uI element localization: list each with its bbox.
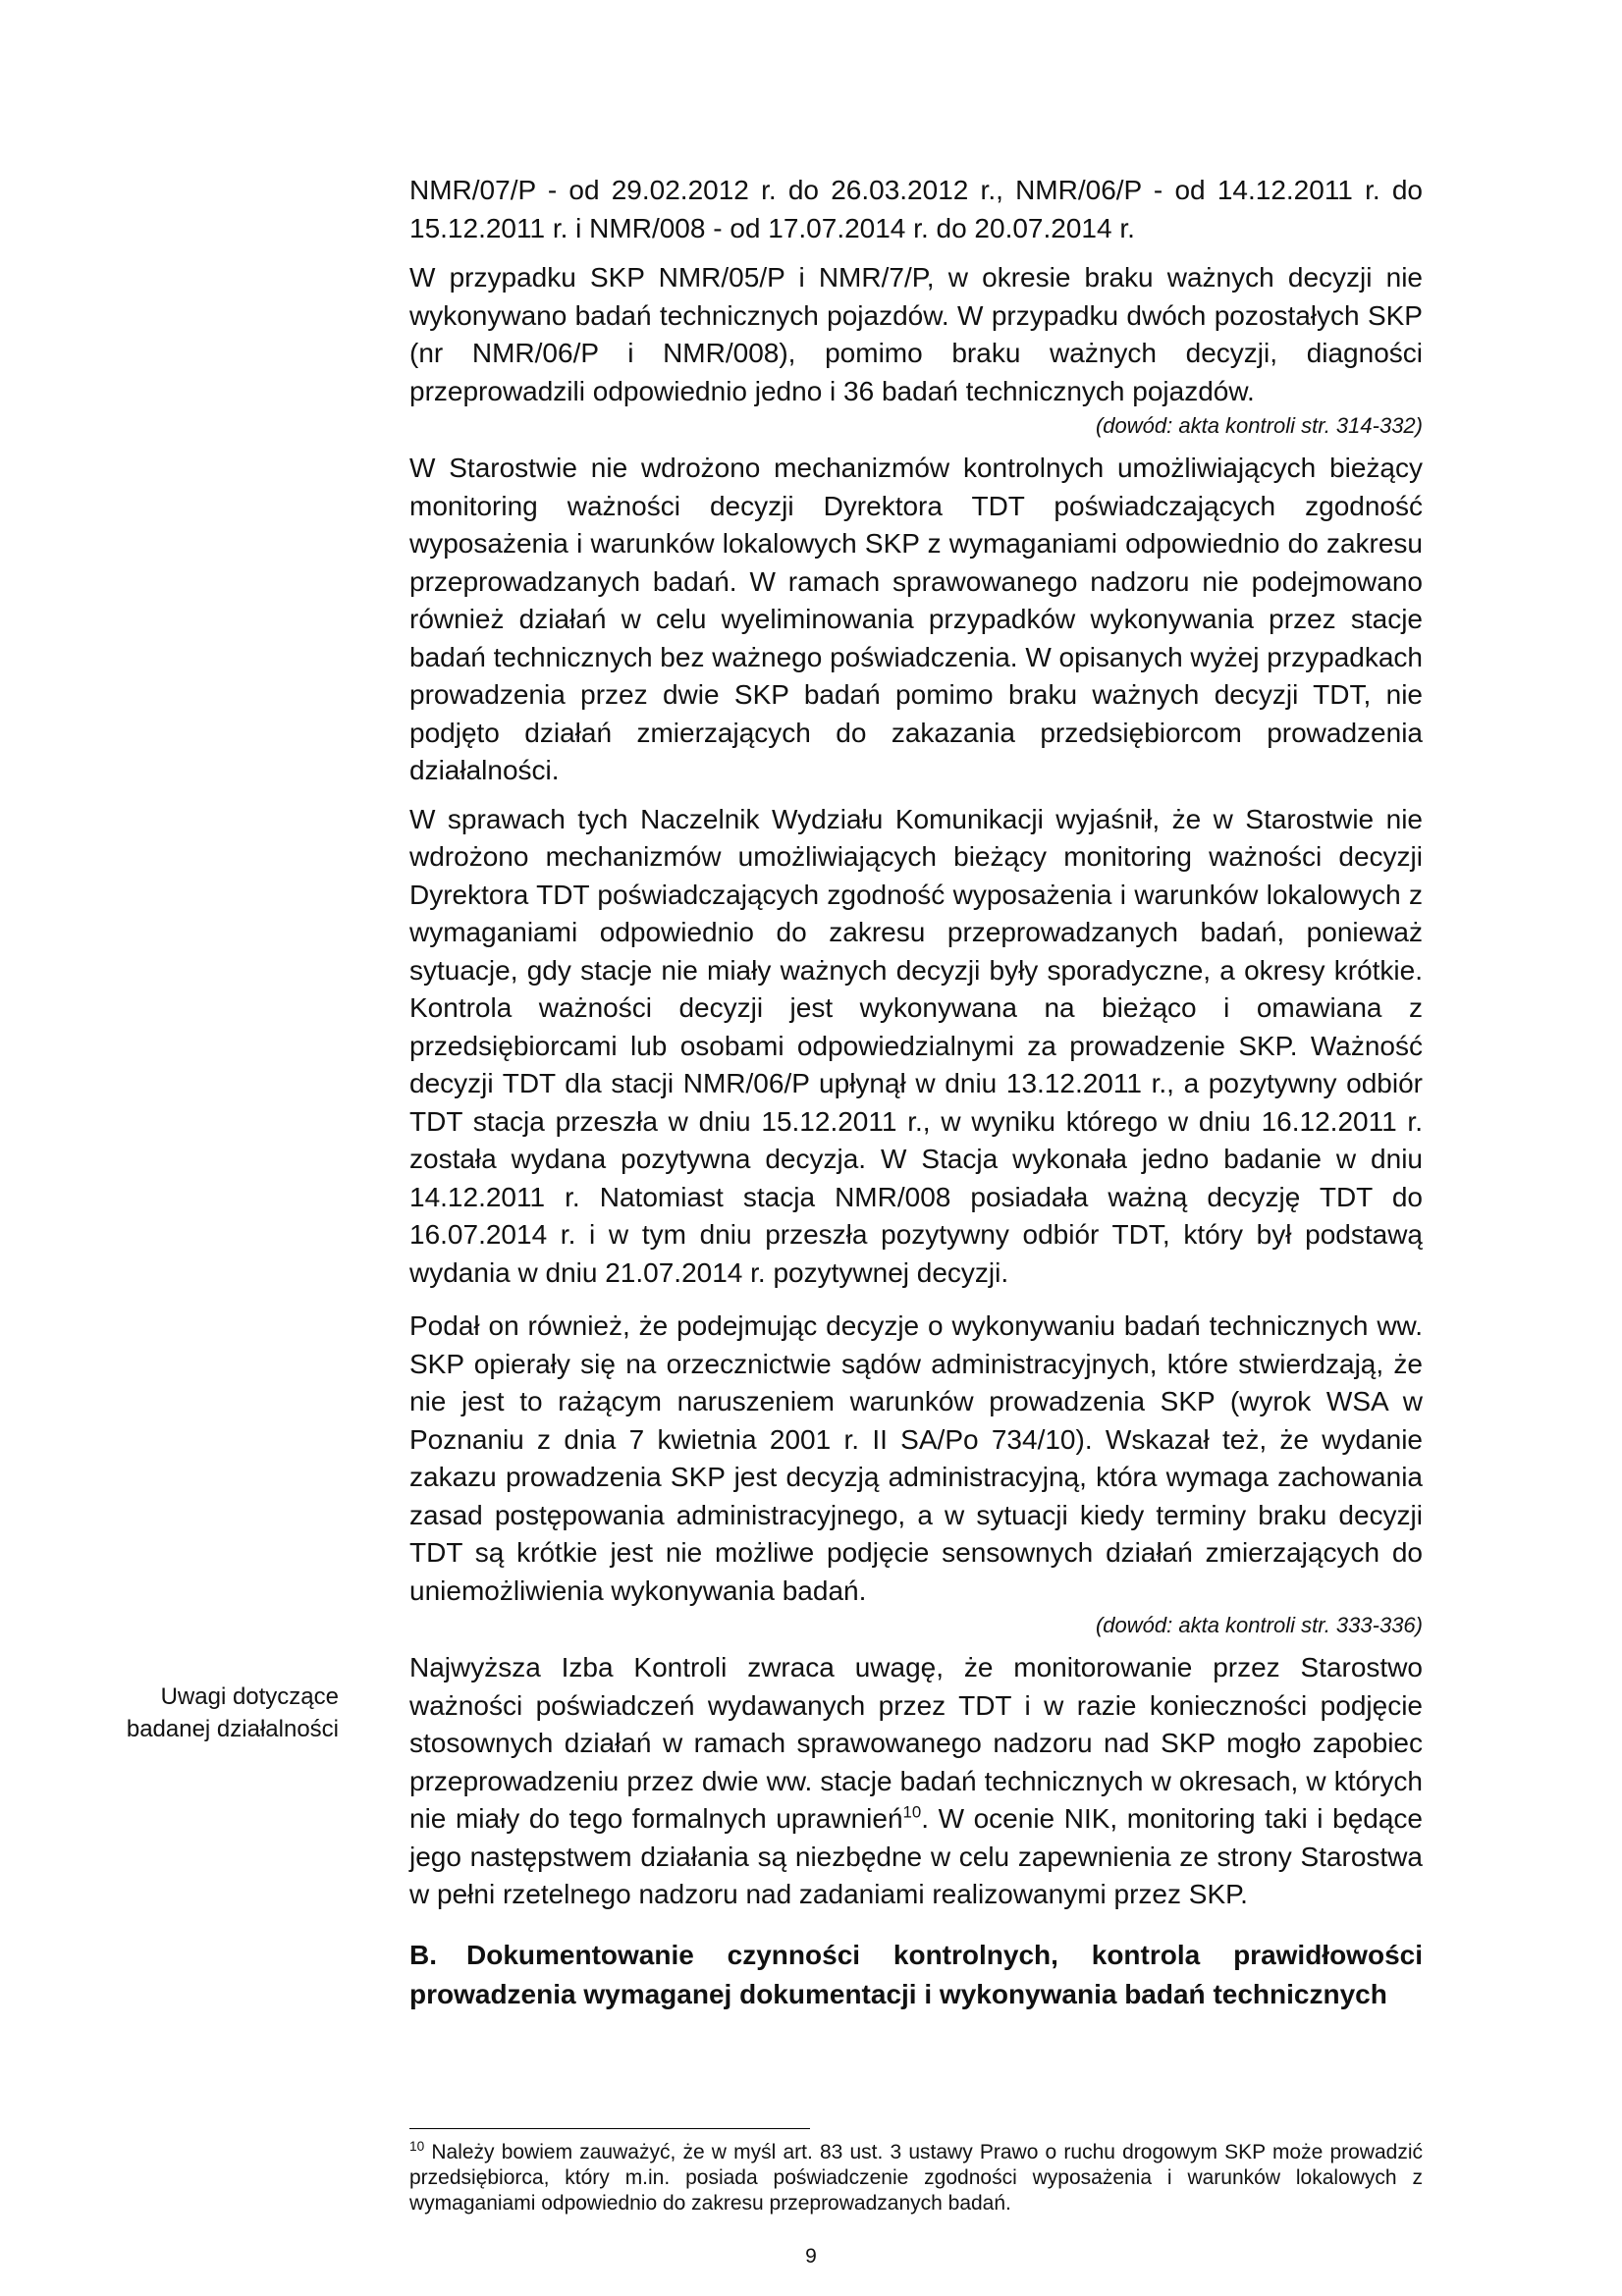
footnote-number: 10 (409, 2139, 425, 2154)
footnote-text: Należy bowiem zauważyć, że w myśl art. 83 ust. 3 ustawy Prawo o ruchu drogowym SKP może prowadzić przedsiębiorca, który m.in. posiada poświadczenie zgodności wyposażenia i warunków lokalowych z wymaganiami odpowiednio do zakresu przeprowadzanych badań. (409, 2141, 1423, 2215)
evidence-note-1: (dowód: akta kontroli str. 314-332) (1095, 413, 1423, 438)
section-heading-text: Dokumentowanie czynności kontrolnych, kontrola prawidłowości prowadzenia wymaganej dokumentacji i wykonywania badań technicznych (409, 1939, 1423, 2009)
margin-note (103, 1681, 339, 1745)
footnote (409, 2140, 1423, 2216)
paragraph-explanation: W sprawach tych Naczelnik Wydziału Komunikacji wyjaśnił, że w Starostwie nie wdrożono mechanizmów umożliwiających bieżący monitoring ważności decyzji Dyrektora TDT poświadczających zgodność wyposażenia i warunków lokalowych z wymaganiami odpowiednio do zakresu przeprowadzanych badań, ponieważ sytuacje, gdy stacje nie miały ważnych decyzji były sporadyczne, a okresy krótkie. Kontrola ważności decyzji jest wykonywana na bieżąco i omawiana z przedsiębiorcami lub osobami odpowiedzialnymi za prowadzenie SKP. Ważność decyzji TDT dla stacji NMR/06/P upłynął w dniu 13.12.2011 r., a pozytywny odbiór TDT stacja przeszła w dniu 15.12.2011 r., w wyniku którego w dniu 16.12.2011 r. została wydana pozytywna decyzja. W Stacja wykonała jedno badanie w dniu 14.12.2011 r. Natomiast stacja NMR/008 posiadała ważną decyzję TDT do 16.07.2014 r. i w tym dniu przeszła pozytywny odbiór TDT, który był podstawą wydania w dniu 21.07.2014 r. pozytywnej decyzji. (409, 803, 1423, 1288)
margin-note-line-1: Uwagi dotyczące (160, 1683, 339, 1710)
footnote-separator (409, 2128, 810, 2129)
nik-remarks-text-cont: W ocenie NIK, monitoring taki i będące jego następstwem działania są niezbędne w celu zapewnienia ze strony Starostwa w pełni rzetelnego nadzoru nad zadaniami realizowanymi przez SKP. (409, 1803, 1423, 1909)
margin-note-line-2: badanej działalności (126, 1716, 339, 1742)
section-heading-number: B. (409, 1939, 437, 1970)
evidence-note-2: (dowód: akta kontroli str. 333-336) (1095, 1613, 1423, 1637)
footnote-reference: 10 (902, 1802, 922, 1822)
section-heading (409, 1936, 1423, 2014)
page-number: 9 (805, 2245, 817, 2268)
paragraph-no-monitoring: W Starostwie nie wdrożono mechanizmów kontrolnych umożliwiających bieżący monitoring ważności decyzji Dyrektora TDT poświadczających zgodność wyposażenia i warunków lokalowych SKP z wymaganiami odpowiednio do zakresu przeprowadzanych badań. W ramach sprawowanego nadzoru nie podejmowano również działań w celu wyeliminowania przypadków wykonywania przez stacje badań technicznych bez ważnego poświadczenia. W opisanych wyżej przypadkach prowadzenia przez dwie SKP badań pomimo braku ważnych decyzji TDT, nie podjęto działań zmierzających do zakazania przedsiębiorcom prowadzenia działalności. (409, 453, 1423, 785)
paragraph-nik-remarks: Najwyższa Izba Kontroli zwraca uwagę, że monitorowanie przez Starostwo ważności poświadczeń wydawanych przez TDT i w razie konieczności podjęcie stosownych działań w ramach sprawowanego nadzoru nad SKP mogło zapobiec przeprowadzeniu przez dwie ww. stacje badań technicznych w okresach, w których nie miały do tego formalnych uprawnień$^{10}$. W ocenie NIK, monitoring taki i będące jego następstwem działania są niezbędne w celu zapewnienia ze strony Starostwa w pełni rzetelnego nadzoru nad zadaniami realizowanymi przez SKP. (409, 1652, 1423, 1909)
nik-remarks-text: Najwyższa Izba Kontroli zwraca uwagę, że monitorowanie przez Starostwo ważności poświadczeń wydawanych przez TDT i w razie konieczności podjęcie stosownych działań w ramach sprawowanego nadzoru nad SKP mogło zapobiec przeprowadzeniu przez dwie ww. stacje badań technicznych w okresach, w których nie miały do tego formalnych uprawnień (409, 1652, 1423, 1834)
main-text-column (409, 172, 1423, 2014)
paragraph-jurisprudence: Podał on również, że podejmując decyzje o wykonywaniu badań technicznych ww. SKP opierały się na orzecznictwie sądów administracyjnych, które stwierdzają, że nie jest to rażącym naruszeniem warunków prowadzenia SKP (wyrok WSA w Poznaniu z dnia 7 kwietnia 2001 r. II SA/Po 734/10). Wskazał też, że wydanie zakazu prowadzenia SKP jest decyzją administracyjną, która wymaga zachowania zasad postępowania administracyjnego, a w sytuacji kiedy terminy braku decyzji TDT są krótkie jest nie możliwe podjęcie sensownych działań zmierzających do uniemożliwienia wykonywania badań. (409, 1310, 1423, 1606)
paragraph-periods: NMR/07/P - od 29.02.2012 r. do 26.03.2012 r., NMR/06/P - od 14.12.2011 r. do 15.12.2011 r. i NMR/008 - od 17.07.2014 r. do 20.07.2014 r. (409, 175, 1423, 243)
paragraph-skp-tests: W przypadku SKP NMR/05/P i NMR/7/P, w okresie braku ważnych decyzji nie wykonywano badań technicznych pojazdów. W przypadku dwóch pozostałych SKP (nr NMR/06/P i NMR/008), pomimo braku ważnych decyzji, diagności przeprowadzili odpowiednio jedno i 36 badań technicznych pojazdów. (409, 262, 1423, 406)
